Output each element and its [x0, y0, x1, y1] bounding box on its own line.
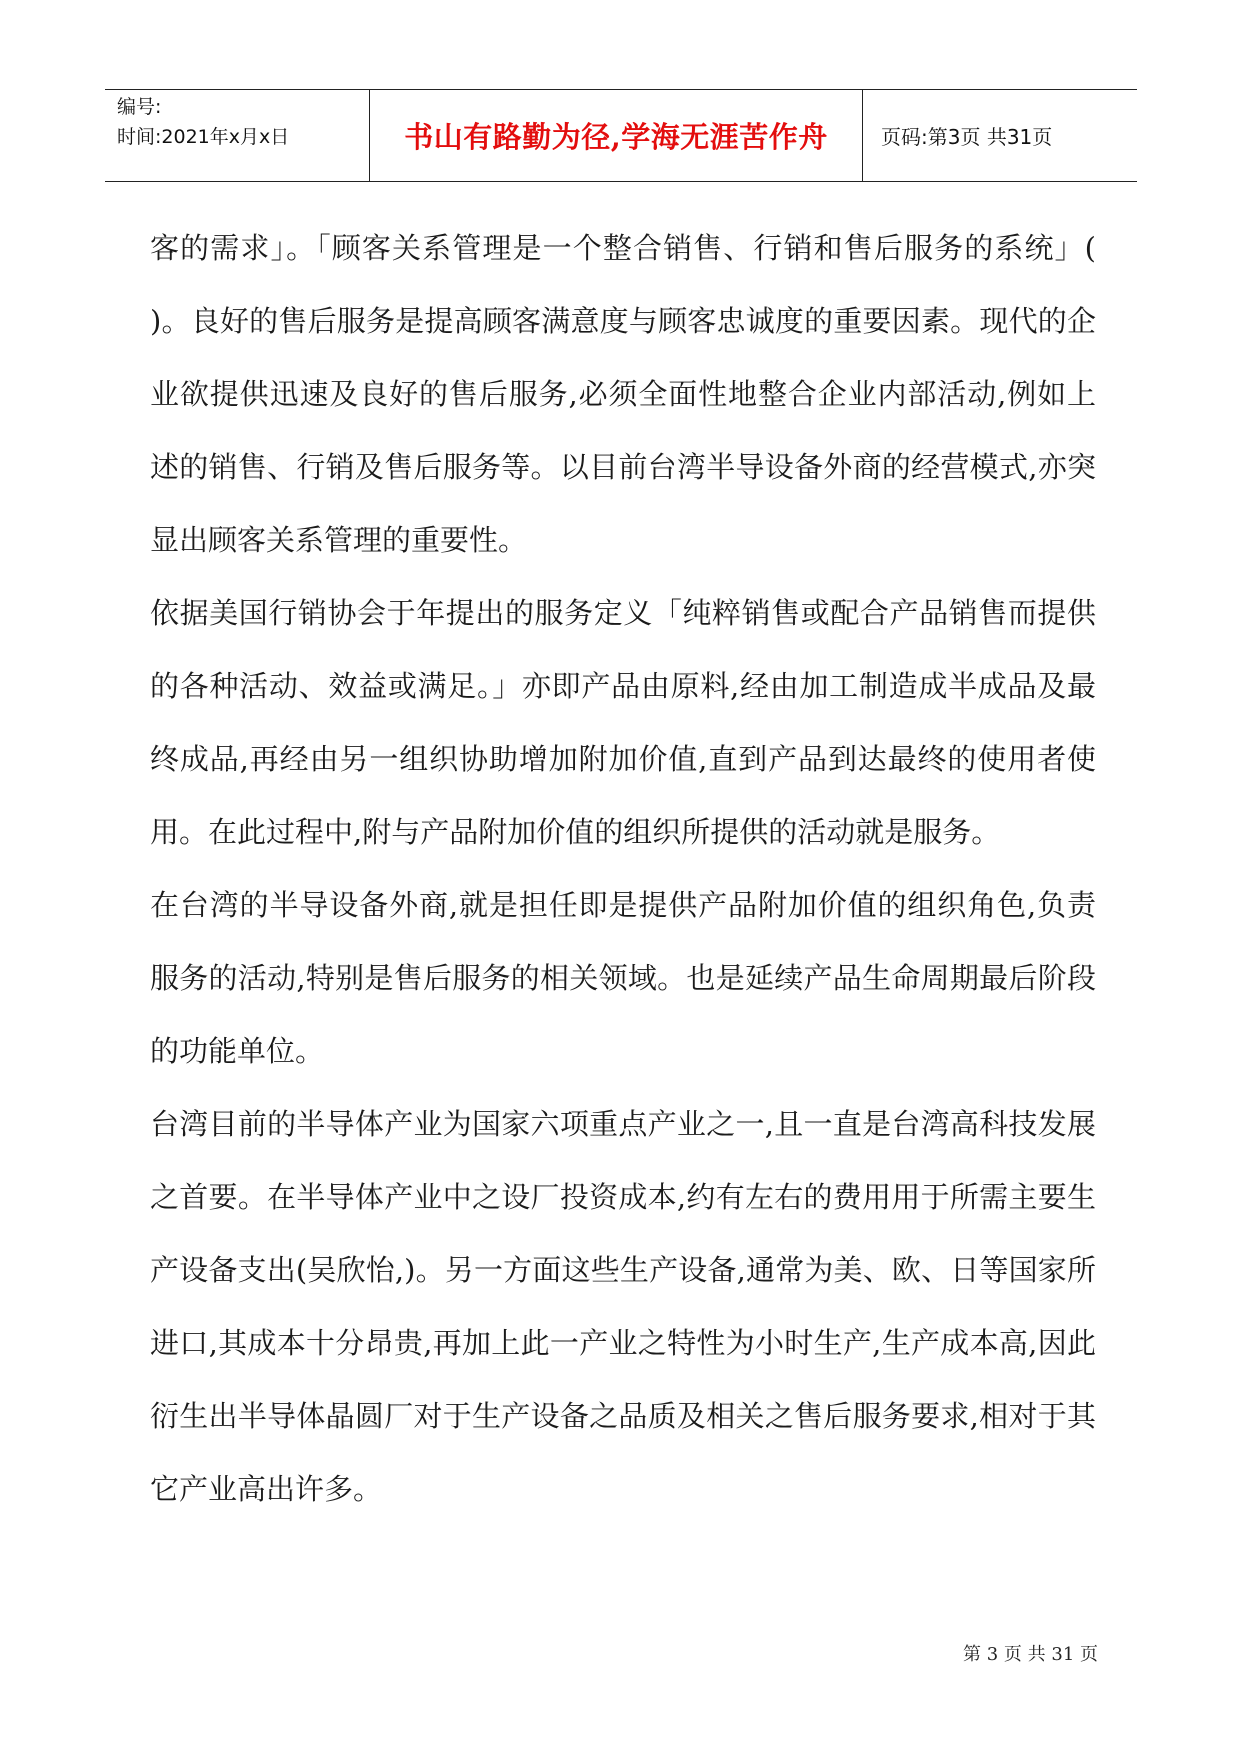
header-divider-right: [862, 90, 863, 181]
header-page-label: 页码:第3页 共31页: [881, 125, 1053, 149]
page-footer: 第 3 页 共 31 页: [963, 1644, 1098, 1665]
header-number-label: 编号:: [117, 96, 162, 118]
header-motto: 书山有路勤为径,学海无涯苦作舟: [404, 120, 828, 154]
paragraph-4: 台湾目前的半导体产业为国家六项重点产业之一,且一直是台湾高科技发展之首要。在半导体产业中之设厂投资成本,约有左右的费用用于所需主要生产设备支出(吴欣怡,)。另一方面这些生产设备,通常为美、欧、日等国家所进口,其成本十分昂贵,再加上此一产业之特性为小时生产,生产成本高,因此衍生出半导体晶圆厂对于生产设备之品质及相关之售后服务要求,相对于其它产业高出许多。: [150, 1107, 1096, 1506]
paragraph-1: 客的需求」。「顾客关系管理是一个整合销售、行销和售后服务的系统」( )。良好的售后服务是提高顾客满意度与顾客忠诚度的重要因素。现代的企业欲提供迅速及良好的售后服务,必须全面性地整合企业内部活动,例如上述的销售、行销及售后服务等。以目前台湾半导设备外商的经营模式,亦突显出顾客关系管理的重要性。: [150, 231, 1096, 557]
document-header: [105, 89, 1137, 182]
paragraph-2: 依据美国行销协会于年提出的服务定义「纯粹销售或配合产品销售而提供的各种活动、效益或满足。」亦即产品由原料,经由加工制造成半成品及最终成品,再经由另一组织协助增加附加价值,直到产品到达最终的使用者使用。在此过程中,附与产品附加价值的组织所提供的活动就是服务。: [150, 596, 1096, 849]
header-time-label: 时间:2021年x月x日: [117, 126, 290, 148]
document-body: [150, 212, 1096, 1526]
header-meta: [117, 92, 289, 152]
paragraph-3: 在台湾的半导设备外商,就是担任即是提供产品附加价值的组织角色,负责服务的活动,特别是售后服务的相关领域。也是延续产品生命周期最后阶段的功能单位。: [150, 888, 1096, 1068]
